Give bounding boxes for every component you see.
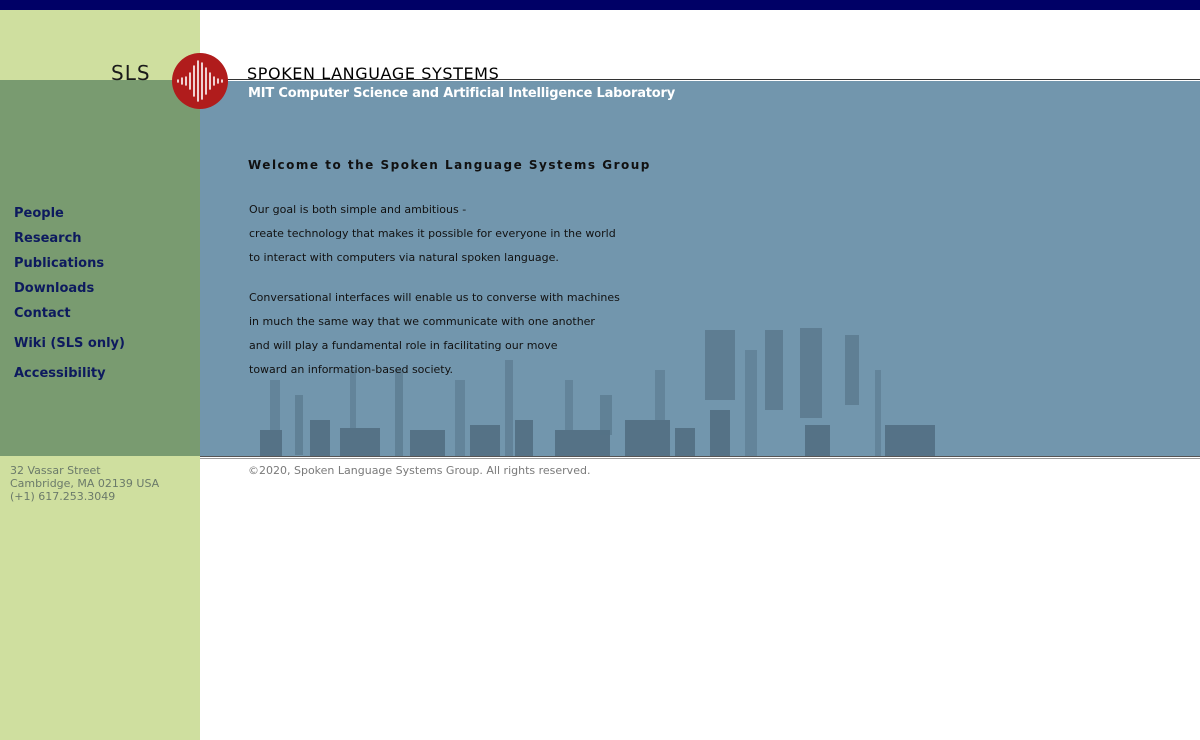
- welcome-heading: Welcome to the Spoken Language Systems Group: [248, 158, 651, 172]
- paragraph-line: to interact with computers via natural spoken language.: [249, 251, 559, 264]
- goal-paragraph: [249, 198, 616, 270]
- address-street: 32 Vassar Street: [10, 464, 101, 477]
- address-city: Cambridge, MA 02139 USA: [10, 477, 160, 490]
- site-title: SPOKEN LANGUAGE SYSTEMS: [247, 64, 500, 83]
- paragraph-line: in much the same way that we communicate with one another: [249, 315, 595, 328]
- site-abbreviation: SLS: [111, 61, 151, 85]
- top-bar: [0, 0, 1200, 10]
- address-block: [10, 464, 159, 503]
- site-subtitle: MIT Computer Science and Artificial Intelligence Laboratory: [248, 86, 676, 101]
- soundwave-logo-icon[interactable]: [172, 53, 228, 109]
- footer-rule-secondary: [200, 458, 1200, 459]
- copyright-notice: ©2020, Spoken Language Systems Group. All rights reserved.: [248, 464, 591, 477]
- address-phone: (+1) 617.253.3049: [10, 490, 116, 503]
- nav-link-accessibility[interactable]: Accessibility: [14, 366, 106, 381]
- paragraph-line: toward an information-based society.: [249, 363, 454, 376]
- footer-rule: [200, 456, 1200, 457]
- paragraph-line: Conversational interfaces will enable us to converse with machines: [249, 291, 620, 304]
- nav-link-people[interactable]: People: [14, 206, 64, 221]
- nav-link-publications[interactable]: Publications: [14, 256, 105, 271]
- nav-link-wiki[interactable]: Wiki (SLS only): [14, 336, 125, 351]
- paragraph-line: Our goal is both simple and ambitious -: [249, 203, 467, 216]
- paragraph-line: and will play a fundamental role in facilitating our move: [249, 339, 558, 352]
- interfaces-paragraph: [249, 286, 620, 382]
- nav-link-contact[interactable]: Contact: [14, 306, 71, 321]
- nav-link-downloads[interactable]: Downloads: [14, 281, 95, 296]
- nav-link-research[interactable]: Research: [14, 231, 82, 246]
- paragraph-line: create technology that makes it possible for everyone in the world: [249, 227, 616, 240]
